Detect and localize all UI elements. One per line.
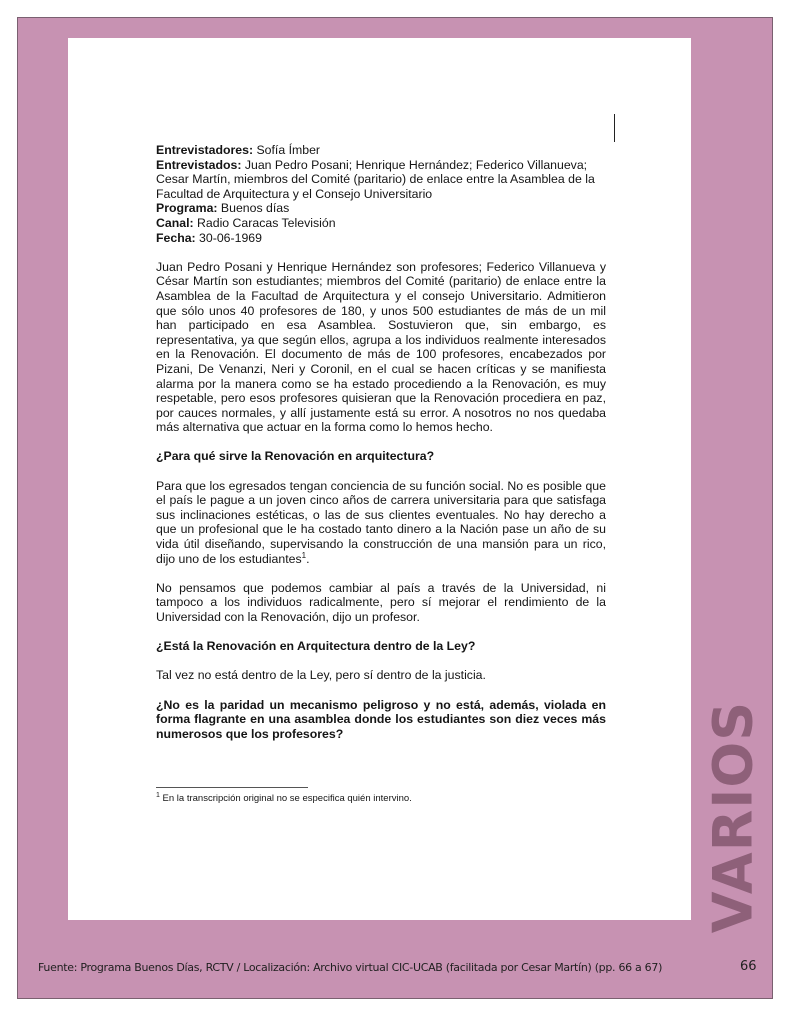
footnote-text: En la transcripción original no se especifica quién intervino. [159,793,412,804]
programa-line [156,201,606,216]
fecha-label: Fecha: [156,230,196,245]
canal-label: Canal: [156,215,194,230]
footnote-divider [156,787,308,788]
intro-paragraph: Juan Pedro Posani y Henrique Hernández son profesores; Federico Villanueva y César Martín son estudiantes; miembros del Comité (paritario) de enlace entre la Asamblea de la Facultad de Arquitectura y el consejo Universitario. Admitieron que sólo unos 40 profesores de 180, y unos 500 estudiantes de más de un mil han participado en esa Asamblea. Sostuvieron que, sin embargo, es representativa, ya que según ellos, agrupa a los individuos realmente interesados en la Renovación. El documento de más de 100 profesores, encabezados por Pizani, De Venanzi, Neri y Coronil, en el cual se hacen críticas y se manifiesta alarma por la manera como se ha estado procediendo a la Renovación, es muy respetable, pero esos profesores quisieran que la Renovación procediera en paz, por cauces normales, y allí justamente está su error. A nosotros no nos quedaba más alternativa que actuar en la forma como lo hemos hecho. [156,259,606,435]
fecha-value: 30-06-1969 [195,230,262,245]
entrevistadores-value: Sofía Ímber [253,143,321,157]
interview-metadata [156,143,606,245]
text-cursor [614,114,615,142]
entrevistadores-line [156,143,606,158]
answer-1 [156,479,606,567]
programa-value: Buenos días [217,201,290,216]
answer-2: No pensamos que podemos cambiar al país a través de la Universidad, ni tampoco a los individuos radicalmente, pero sí mejorar el rendimiento de la Universidad con la Renovación, dijo un profesor. [156,580,606,624]
entrevistados-label: Entrevistados: [156,157,242,172]
programa-label: Programa: [156,201,218,216]
answer-1-end: . [306,551,310,566]
footnote [156,793,606,805]
canal-line [156,216,606,231]
source-caption: Fuente: Programa Buenos Días, RCTV / Localización: Archivo virtual CIC-UCAB (facilitada por Cesar Martín) (pp. 66 a 67) [38,961,663,974]
entrevistados-line [156,158,606,202]
fecha-line [156,231,606,246]
section-side-label: VARIOS [701,700,765,934]
footnote-reference[interactable]: 1 [301,550,307,560]
footnote-marker: 1 [156,791,160,799]
answer-1-text: Para que los egresados tengan conciencia de su función social. No es posible que el país le pague a un joven cinco años de carrera universitaria para que satisfaga sus inclinaciones estéticas, o las de sus clientes eventuales. No hay derecho a que un profesional que le ha costado tanto dinero a la Nación pase un año de su vida útil diseñando, supervisando la construcción de una mansión para un rico, dijo uno de los estudiantes [156,478,606,566]
question-3: ¿No es la paridad un mecanismo peligroso y no está, además, violada en forma flagrante en una asamblea donde los estudiantes son diez veces más numerosos que los profesores? [156,697,606,741]
canal-value: Radio Caracas Televisión [193,215,336,230]
entrevistadores-label: Entrevistadores: [156,143,254,157]
page-number: 66 [740,959,757,974]
document-content [156,143,606,741]
answer-3: Tal vez no está dentro de la Ley, pero sí dentro de la justicia. [156,668,486,683]
entrevistados-value: Juan Pedro Posani; Henrique Hernández; Federico Villanueva; Cesar Martín, miembros del Comité (paritario) de enlace entre la Asamblea de la Facultad de Arquitectura y el Consejo Universitario [156,157,595,201]
question-2: ¿Está la Renovación en Arquitectura dentro de la Ley? [156,639,476,654]
question-1: ¿Para qué sirve la Renovación en arquitectura? [156,449,435,464]
